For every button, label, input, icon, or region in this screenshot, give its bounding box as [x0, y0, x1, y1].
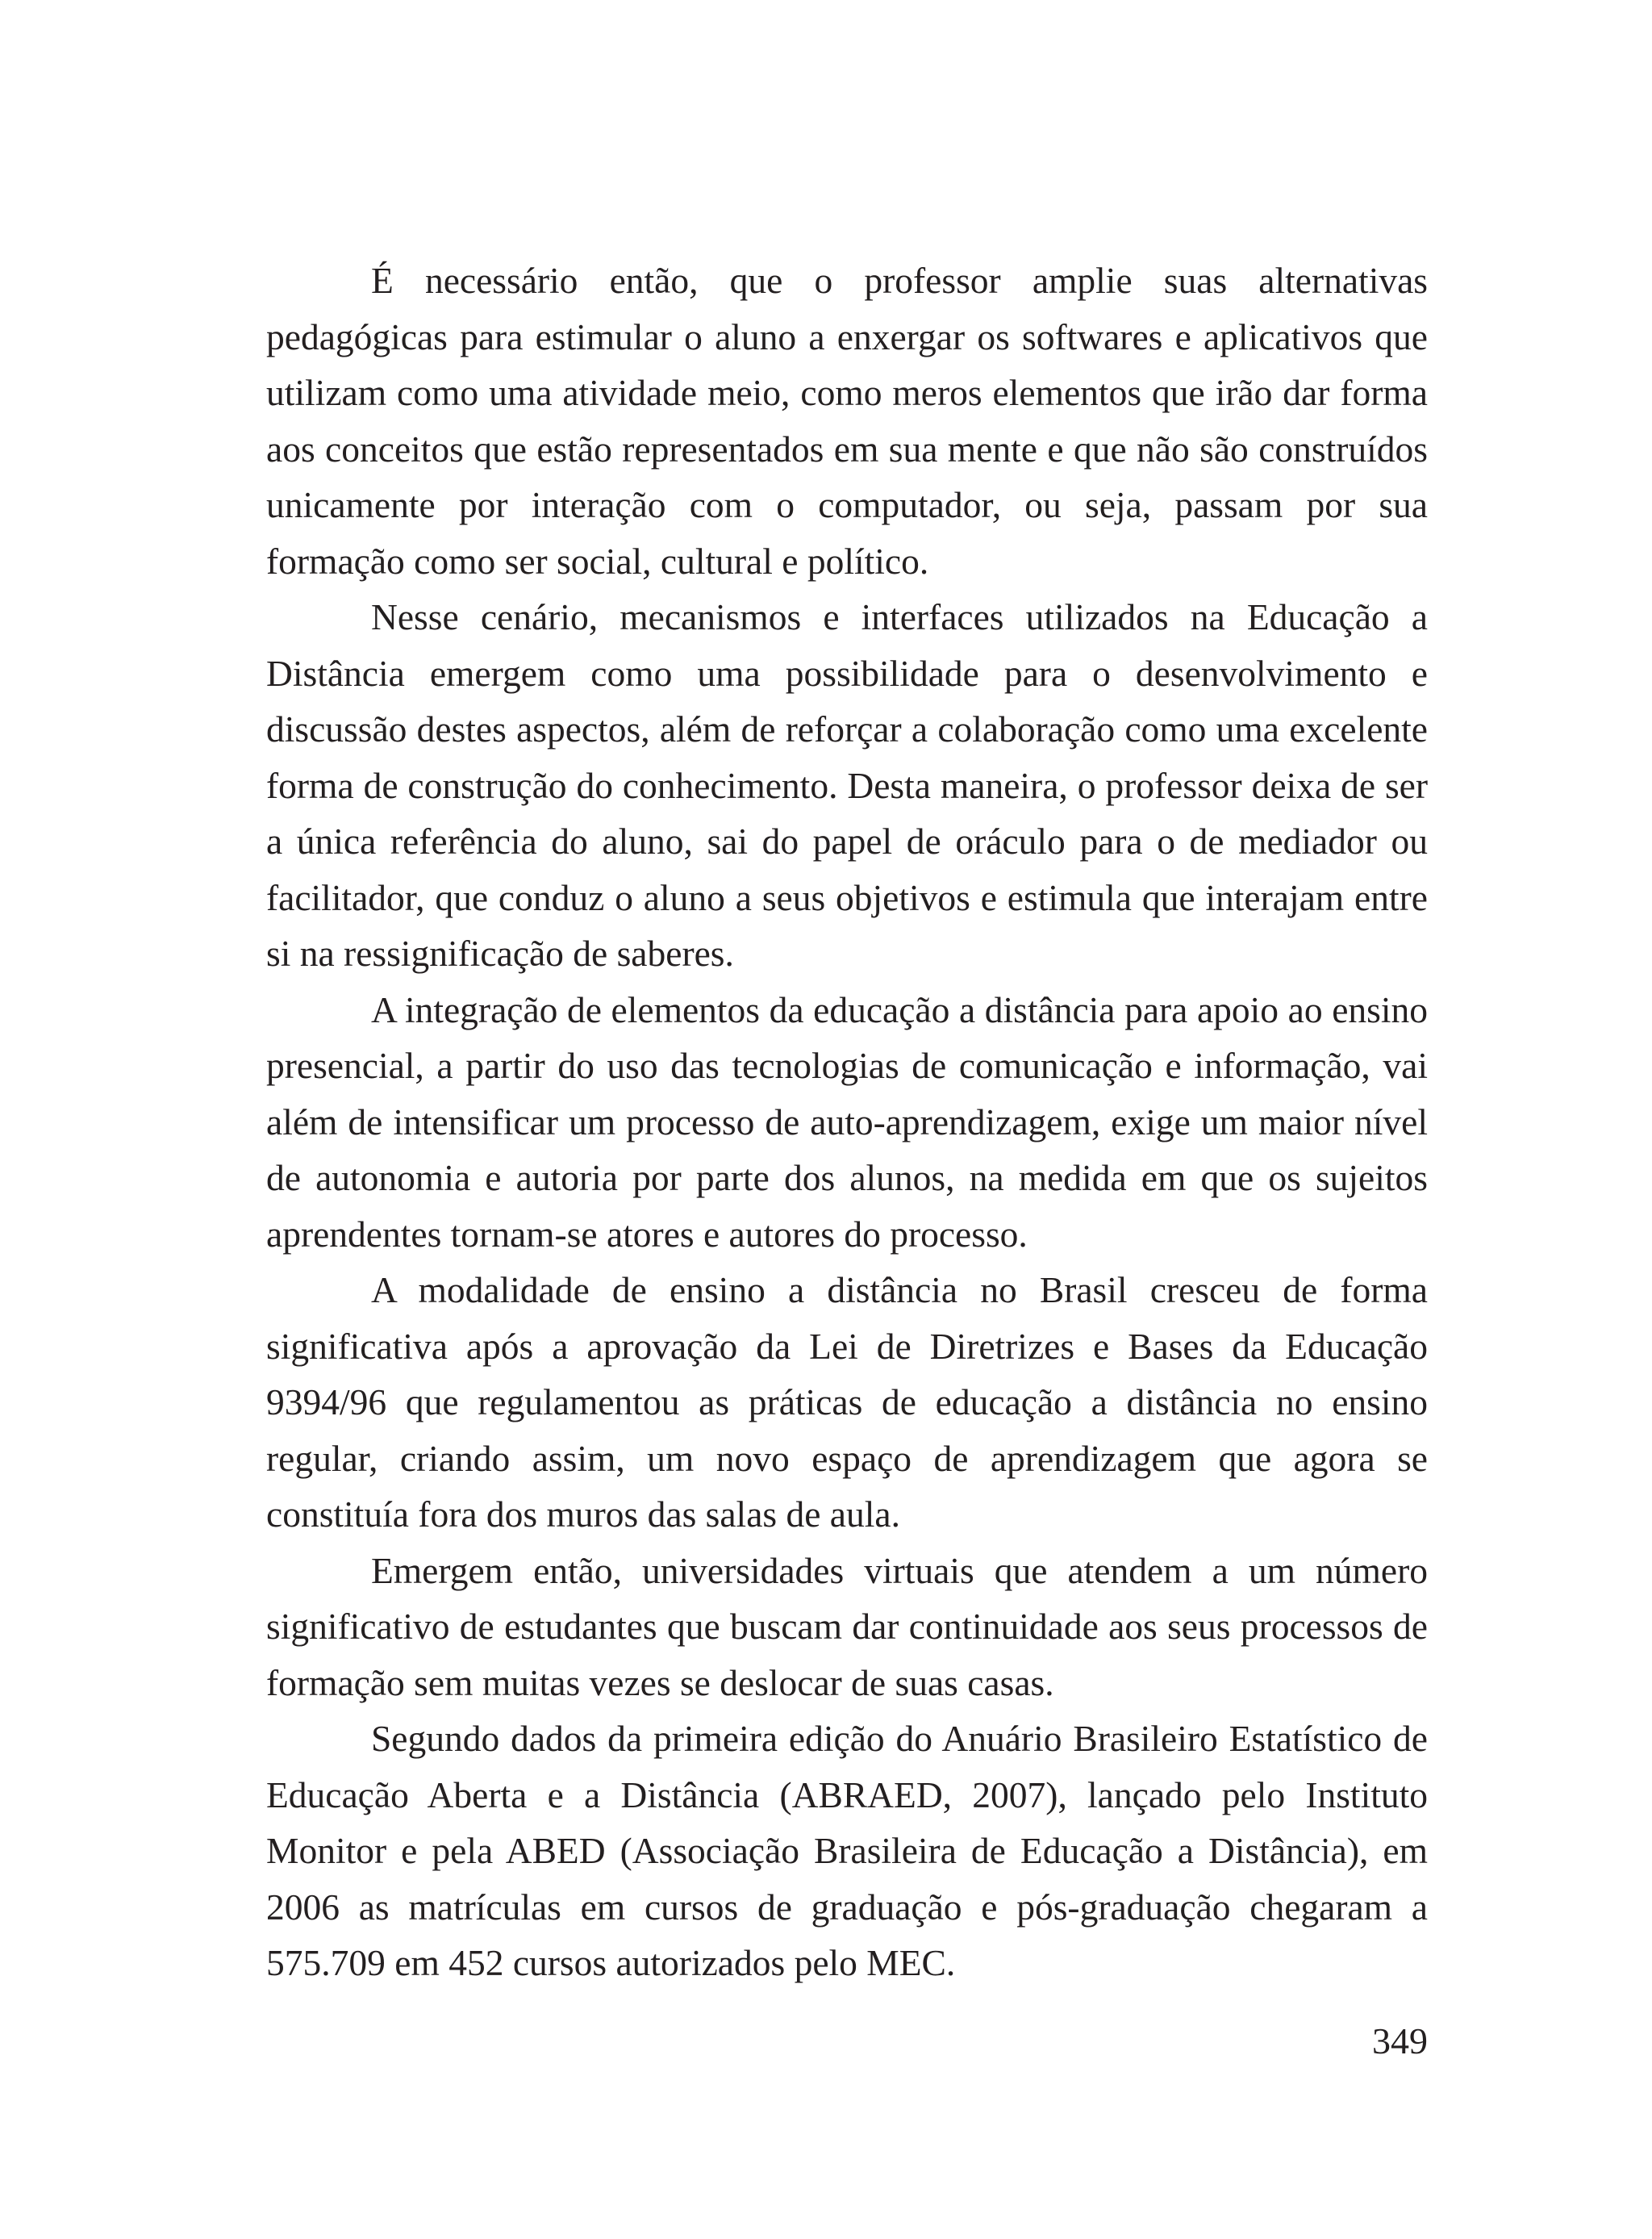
paragraph-2: Nesse cenário, mecanismos e interfaces utilizados na Educação a Distância emergem como uma possibilidade para o desenvolvimento e discussão destes aspectos, além de reforçar a colaboração como uma excelente forma de construção do conhecimento. Desta maneira, o professor deixa de ser a única referência do aluno, sai do papel de oráculo para o de mediador ou facilitador, que conduz o aluno a seus objetivos e estimula que interajam entre si na ressignificação de saberes.	[266, 596, 1428, 974]
page-number: 349	[1372, 2020, 1428, 2061]
body-text	[266, 253, 1428, 1991]
paragraph-3: A integração de elementos da educação a distância para apoio ao ensino presencial, a partir do uso das tecnologias de comunicação e informação, vai além de intensificar um processo de auto-aprendizagem, exige um maior nível de autonomia e autoria por parte dos alunos, na medida em que os sujeitos aprendentes tornam-se atores e autores do processo.	[266, 988, 1428, 1255]
paragraph-5: Emergem então, universidades virtuais que atendem a um número significativo de estudantes que buscam dar continuidade aos seus processos de formação sem muitas vezes se deslocar de suas casas.	[266, 1549, 1428, 1703]
paragraph-4: A modalidade de ensino a distância no Brasil cresceu de forma significativa após a aprovação da Lei de Diretrizes e Bases da Educação 9394/96 que regulamentou as práticas de educação a distância no ensino regular, criando assim, um novo espaço de aprendizagem que agora se constituía fora dos muros das salas de aula.	[266, 1269, 1428, 1535]
paragraph-1: É necessário então, que o professor amplie suas alternativas pedagógicas para estimular o aluno a enxergar os softwares e aplicativos que utilizam como uma atividade meio, como meros elementos que irão dar forma aos conceitos que estão representados em sua mente e que não são construídos unicamente por interação com o computador, ou seja, passam por sua formação como ser social, cultural e político.	[266, 260, 1428, 582]
paragraph-6: Segundo dados da primeira edição do Anuário Brasileiro Estatístico de Educação Aberta e a Distância (ABRAED, 2007), lançado pelo Instituto Monitor e pela ABED (Associação Brasileira de Educação a Distância), em 2006 as matrículas em cursos de graduação e pós-graduação chegaram a 575.709 em 452 cursos autorizados pelo MEC.	[266, 1718, 1428, 1983]
